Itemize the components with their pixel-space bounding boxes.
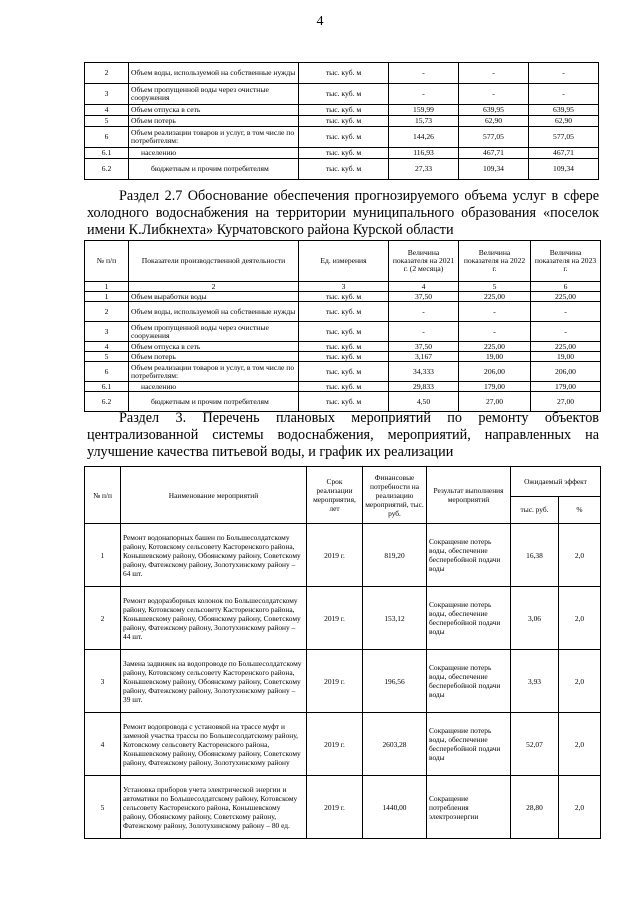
row-value: -: [529, 84, 599, 105]
table-row: [85, 159, 599, 180]
row-number: 4: [85, 713, 121, 776]
table-row: [85, 292, 601, 302]
row-value: -: [389, 322, 459, 342]
row-term: 2019 г.: [307, 776, 363, 839]
row-number: 6.2: [85, 392, 129, 412]
index-cell: 5: [459, 282, 531, 292]
row-value: -: [459, 322, 531, 342]
row-effect-rub: 16,38: [511, 524, 559, 587]
row-unit: тыс. куб. м: [299, 292, 389, 302]
row-number: 3: [85, 322, 129, 342]
row-indicator: Объем отпуска в сеть: [129, 342, 299, 352]
index-cell: 3: [299, 282, 389, 292]
row-value: 225,00: [459, 342, 531, 352]
row-value: -: [459, 302, 531, 322]
table-row: [85, 776, 601, 839]
table-row: [85, 63, 599, 84]
table-row: [85, 352, 601, 362]
row-term: 2019 г.: [307, 587, 363, 650]
table-row: [85, 650, 601, 713]
row-indicator: Объем пропущенной воды через очистные сооружения: [129, 322, 299, 342]
row-effect-pct: 2,0: [559, 524, 601, 587]
row-result: Сокращение потерь воды, обеспечение бесперебойной подачи воды: [427, 587, 511, 650]
row-unit: тыс. куб. м: [299, 159, 389, 180]
row-value: 62,90: [529, 116, 599, 127]
row-value: 37,50: [389, 342, 459, 352]
row-indicator: Объем потерь: [129, 352, 299, 362]
row-indicator: населению: [129, 148, 299, 159]
header-effect-pct: %: [559, 496, 601, 523]
row-effect-rub: 28,80: [511, 776, 559, 839]
row-unit: тыс. куб. м: [299, 105, 389, 116]
row-term: 2019 г.: [307, 650, 363, 713]
row-value: 116,93: [389, 148, 459, 159]
row-value: -: [529, 63, 599, 84]
row-finance: 2603,28: [363, 713, 427, 776]
row-measure-name: Ремонт водопровода с установкой на трассе муфт и заменой участка трассы по Большесолдатскому району, Котовскому сельсовету Касторенского района, Конышевскому району, Обоянскому району, Советскому району, Фатежскому району, Золотухинскому району: [121, 713, 307, 776]
header-finance: Финансовые потребности на реализацию мероприятий, тыс. руб.: [363, 467, 427, 524]
row-value: 3,167: [389, 352, 459, 362]
table-row: [85, 342, 601, 352]
section-2-7-heading: Раздел 2.7 Обоснование обеспечения прогнозируемого объема услуг в сфере холодного водоснабжения на территории муниципального образования «поселок имени К.Либкнехта» Курчатовского района Курской области: [87, 188, 599, 238]
row-measure-name: Ремонт водоразборных колонок по Большесолдатскому району, Котовскому сельсовету Касторенского района, Конышевскому району, Обоянскому району, Советскому району, Фатежскому району, Золотухинскому району – 44 шт.: [121, 587, 307, 650]
row-indicator: Объем пропущенной воды через очистные сооружения: [129, 84, 299, 105]
row-effect-pct: 2,0: [559, 713, 601, 776]
row-number: 5: [85, 776, 121, 839]
row-indicator: Объем выработки воды: [129, 292, 299, 302]
row-value: 19,00: [459, 352, 531, 362]
table-row: [85, 392, 601, 412]
row-number: 5: [85, 116, 129, 127]
row-number: 2: [85, 587, 121, 650]
header-number: № п/п: [85, 241, 129, 282]
header-value-2021: Величина показателя на 2021 г. (2 месяца): [389, 241, 459, 282]
table-header-row: [85, 241, 601, 282]
row-value: 34,333: [389, 362, 459, 382]
row-unit: тыс. куб. м: [299, 148, 389, 159]
row-unit: тыс. куб. м: [299, 127, 389, 148]
row-indicator: Объем отпуска в сеть: [129, 105, 299, 116]
row-value: -: [459, 63, 529, 84]
row-value: 225,00: [531, 342, 601, 352]
row-number: 3: [85, 84, 129, 105]
row-term: 2019 г.: [307, 524, 363, 587]
table-header-row: [85, 467, 601, 497]
row-indicator: Объем воды, используемой на собственные нужды: [129, 63, 299, 84]
table-forecast-volumes: [84, 240, 601, 412]
table-row: [85, 322, 601, 342]
row-number: 2: [85, 63, 129, 84]
row-value: 577,05: [459, 127, 529, 148]
row-value: 639,95: [459, 105, 529, 116]
row-number: 4: [85, 342, 129, 352]
table-row: [85, 362, 601, 382]
row-indicator: Объем реализации товаров и услуг, в том числе по потребителям:: [129, 362, 299, 382]
row-value: 4,50: [389, 392, 459, 412]
row-value: 27,00: [531, 392, 601, 412]
row-effect-rub: 3,93: [511, 650, 559, 713]
row-value: 467,71: [459, 148, 529, 159]
header-indicator: Показатели производственной деятельности: [129, 241, 299, 282]
row-value: 206,00: [459, 362, 531, 382]
row-number: 4: [85, 105, 129, 116]
header-value-2023: Величина показателя на 2023 г.: [531, 241, 601, 282]
row-value: 109,34: [529, 159, 599, 180]
table-water-volumes-top: [84, 62, 599, 180]
index-cell: 4: [389, 282, 459, 292]
row-unit: тыс. куб. м: [299, 362, 389, 382]
index-cell: 6: [531, 282, 601, 292]
row-number: 6.2: [85, 159, 129, 180]
table-row: [85, 524, 601, 587]
row-term: 2019 г.: [307, 713, 363, 776]
row-value: 19,00: [531, 352, 601, 362]
row-value: -: [389, 84, 459, 105]
row-finance: 819,20: [363, 524, 427, 587]
row-unit: тыс. куб. м: [299, 352, 389, 362]
row-result: Сокращение потерь воды, обеспечение бесперебойной подачи воды: [427, 524, 511, 587]
row-value: -: [389, 302, 459, 322]
row-value: 206,00: [531, 362, 601, 382]
table-row: [85, 382, 601, 392]
row-indicator: Объем воды, используемой на собственные нужды: [129, 302, 299, 322]
header-value-2022: Величина показателя на 2022 г.: [459, 241, 531, 282]
header-expected-effect: Ожидаемый эффект: [511, 467, 601, 497]
row-indicator: Объем потерь: [129, 116, 299, 127]
table-row: [85, 127, 599, 148]
row-value: 144,26: [389, 127, 459, 148]
row-value: 62,90: [459, 116, 529, 127]
header-effect-rub: тыс. руб.: [511, 496, 559, 523]
row-value: 15,73: [389, 116, 459, 127]
row-effect-pct: 2,0: [559, 587, 601, 650]
header-term: Срок реализации мероприятия, лет: [307, 467, 363, 524]
row-unit: тыс. куб. м: [299, 63, 389, 84]
section-3-heading: Раздел 3. Перечень плановых мероприятий по ремонту объектов централизованной системы водоснабжения, мероприятий, направленных на улучшение качества питьевой воды, и график их реализации: [87, 410, 599, 460]
table-row: [85, 587, 601, 650]
page-number: 4: [316, 14, 324, 29]
table-row: [85, 302, 601, 322]
row-value: 639,95: [529, 105, 599, 116]
row-value: 27,00: [459, 392, 531, 412]
row-effect-rub: 3,06: [511, 587, 559, 650]
row-number: 6: [85, 127, 129, 148]
row-number: 3: [85, 650, 121, 713]
row-value: -: [531, 302, 601, 322]
header-measure-name: Наименование мероприятий: [121, 467, 307, 524]
row-value: -: [389, 63, 459, 84]
row-unit: тыс. куб. м: [299, 322, 389, 342]
row-value: 577,05: [529, 127, 599, 148]
row-unit: тыс. куб. м: [299, 302, 389, 322]
header-number: № п/п: [85, 467, 121, 524]
index-cell: 2: [129, 282, 299, 292]
row-result: Сокращение потерь воды, обеспечение бесперебойной подачи воды: [427, 650, 511, 713]
row-result: Сокращение потерь воды, обеспечение бесперебойной подачи воды: [427, 713, 511, 776]
row-value: 467,71: [529, 148, 599, 159]
row-number: 6.1: [85, 382, 129, 392]
row-effect-pct: 2,0: [559, 650, 601, 713]
row-unit: тыс. куб. м: [299, 342, 389, 352]
row-measure-name: Установка приборов учета электрической энергии и автоматики по Большесолдатскому району, Котовскому сельсовету Касторенского района, Конышевскому району, Обоянскому району, Советскому району, Фатежскому району, Золотухинскому району – 80 ед.: [121, 776, 307, 839]
row-unit: тыс. куб. м: [299, 382, 389, 392]
row-number: 5: [85, 352, 129, 362]
row-result: Сокращение потребления электроэнергии: [427, 776, 511, 839]
row-value: 179,00: [531, 382, 601, 392]
row-unit: тыс. куб. м: [299, 116, 389, 127]
table-row: [85, 84, 599, 105]
row-value: 159,99: [389, 105, 459, 116]
row-effect-pct: 2,0: [559, 776, 601, 839]
index-cell: 1: [85, 282, 129, 292]
table-index-row: [85, 282, 601, 292]
row-value: -: [459, 84, 529, 105]
row-value: 179,00: [459, 382, 531, 392]
row-indicator: бюджетным и прочим потребителям: [129, 159, 299, 180]
row-value: 37,50: [389, 292, 459, 302]
row-unit: тыс. куб. м: [299, 84, 389, 105]
row-effect-rub: 52,07: [511, 713, 559, 776]
row-unit: тыс. куб. м: [299, 392, 389, 412]
row-indicator: бюджетным и прочим потребителям: [129, 392, 299, 412]
table-planned-measures: [84, 466, 601, 839]
row-number: 6: [85, 362, 129, 382]
row-value: 225,00: [459, 292, 531, 302]
row-number: 6.1: [85, 148, 129, 159]
header-result: Результат выполнения мероприятий: [427, 467, 511, 524]
row-indicator: Объем реализации товаров и услуг, в том числе по потребителям:: [129, 127, 299, 148]
row-finance: 1440,00: [363, 776, 427, 839]
table-row: [85, 713, 601, 776]
row-value: 29,833: [389, 382, 459, 392]
table-row: [85, 148, 599, 159]
row-number: 1: [85, 292, 129, 302]
row-finance: 196,56: [363, 650, 427, 713]
row-finance: 153,12: [363, 587, 427, 650]
row-number: 2: [85, 302, 129, 322]
row-number: 1: [85, 524, 121, 587]
header-unit: Ед. измерения: [299, 241, 389, 282]
row-indicator: населению: [129, 382, 299, 392]
row-value: 27,33: [389, 159, 459, 180]
table-row: [85, 116, 599, 127]
row-value: -: [531, 322, 601, 342]
table-row: [85, 105, 599, 116]
row-measure-name: Замена задвижек на водопроводе по Большесолдатскому району, Котовскому сельсовету Касторенского района, Конышевскому району, Обоянскому району, Советскому району, Фатежскому району, Золотухинскому району – 39 шт.: [121, 650, 307, 713]
row-value: 109,34: [459, 159, 529, 180]
row-value: 225,00: [531, 292, 601, 302]
row-measure-name: Ремонт водонапорных башен по Большесолдатскому району, Котовскому сельсовету Касторенского района, Конышевскому району, Обоянскому району, Советскому району, Фатежскому району, Золотухинскому району – 64 шт.: [121, 524, 307, 587]
